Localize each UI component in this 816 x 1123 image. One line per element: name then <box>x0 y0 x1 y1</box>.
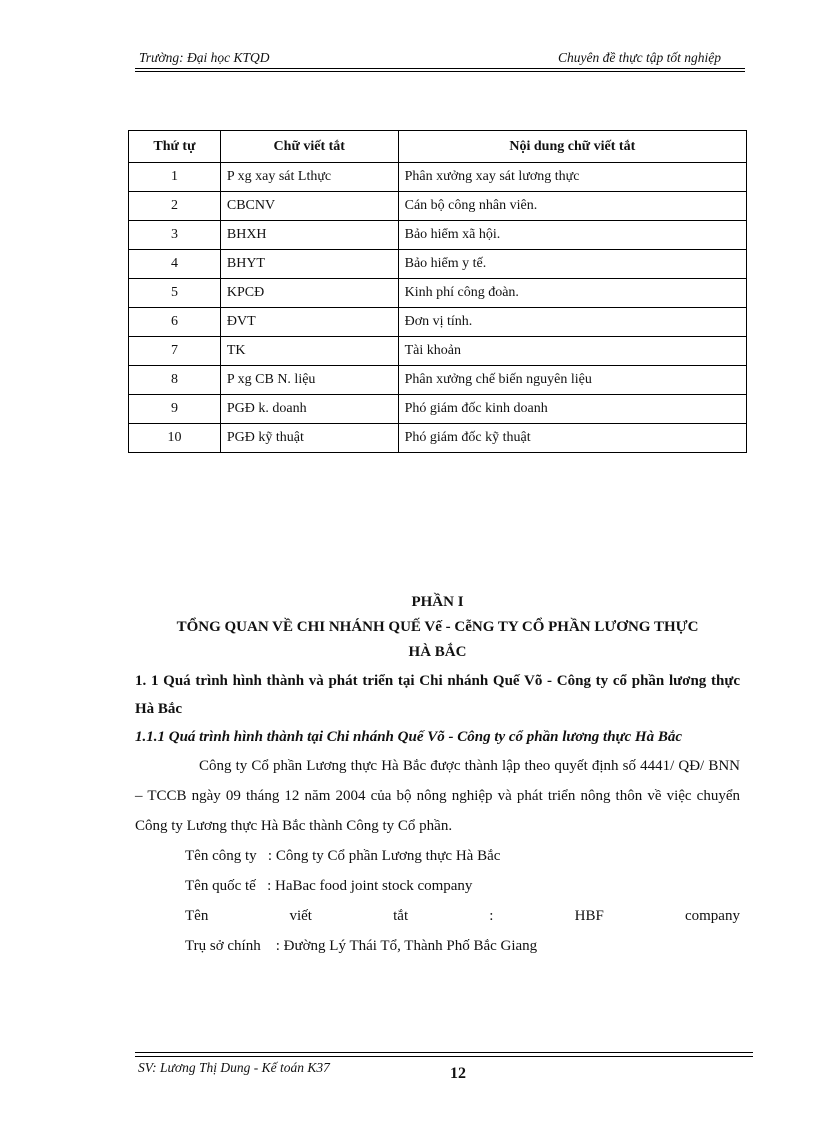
section-title: TỔNG QUAN VỀ CHI NHÁNH QUẾ Vế - CễNG TY CỔ PHẦN LƯƠNG THỰC <box>176 619 699 635</box>
page-number: 12 <box>450 1065 466 1082</box>
cell-abbr: CBCNV <box>220 192 398 221</box>
cell-meaning: Phân xưởng xay sát lương thực <box>398 163 746 192</box>
header-school: Trường: Đại học KTQD <box>139 50 270 65</box>
cell-meaning: Phân xưởng chế biến nguyên liệu <box>398 366 746 395</box>
cell-abbr: P xg CB N. liệu <box>220 366 398 395</box>
cell-order: 9 <box>129 395 221 424</box>
footer-rule-thin <box>135 1056 753 1057</box>
info-international-name <box>135 871 740 901</box>
cell-order: 10 <box>129 424 221 453</box>
header-rule <box>135 68 745 69</box>
column-header-abbr: Chữ viết tắt <box>220 131 398 163</box>
cell-abbr: PGĐ k. doanh <box>220 395 398 424</box>
word: : <box>489 908 494 924</box>
cell-order: 3 <box>129 221 221 250</box>
cell-meaning: Bảo hiểm y tế. <box>398 250 746 279</box>
word: viết <box>289 908 312 924</box>
page-header <box>135 48 745 68</box>
word: HBF <box>574 908 604 924</box>
cell-order: 8 <box>129 366 221 395</box>
cell-abbr: P xg xay sát Lthực <box>220 163 398 192</box>
cell-meaning: Bảo hiểm xã hội. <box>398 221 746 250</box>
cell-order: 4 <box>129 250 221 279</box>
part-label: PHẦN I <box>411 594 464 610</box>
cell-order: 2 <box>129 192 221 221</box>
heading-1-1-1: 1.1.1 Quá trình hình thành tại Chi nhánh Quế Võ - Công ty cổ phần lương thực Hà Bắc <box>135 729 683 745</box>
table-row <box>129 366 747 395</box>
info-label: Tên quốc tế <box>185 878 268 894</box>
cell-order: 7 <box>129 337 221 366</box>
word: tắt <box>393 908 409 924</box>
table-row <box>129 163 747 192</box>
cell-abbr: ĐVT <box>220 308 398 337</box>
cell-meaning: Phó giám đốc kinh doanh <box>398 395 746 424</box>
abbreviation-table <box>128 130 747 453</box>
cell-meaning: Phó giám đốc kỹ thuật <box>398 424 746 453</box>
cell-abbr: KPCĐ <box>220 279 398 308</box>
cell-order: 6 <box>129 308 221 337</box>
info-label: Tên công ty <box>185 848 268 864</box>
cell-abbr: BHYT <box>220 250 398 279</box>
cell-meaning: Tài khoản <box>398 337 746 366</box>
info-company-name <box>135 841 740 871</box>
info-label: Trụ sở chính <box>185 938 276 954</box>
column-header-meaning: Nội dung chữ viết tắt <box>398 131 746 163</box>
table-row <box>129 424 747 453</box>
table-header-row <box>129 131 747 163</box>
table-row <box>129 395 747 424</box>
cell-abbr: PGĐ kỹ thuật <box>220 424 398 453</box>
table-row <box>129 337 747 366</box>
table-row <box>129 308 747 337</box>
cell-abbr: BHXH <box>220 221 398 250</box>
cell-order: 5 <box>129 279 221 308</box>
column-header-order: Thứ tự <box>129 131 221 163</box>
section-title-line2: HÀ BẮC <box>408 644 467 660</box>
table-row <box>129 250 747 279</box>
word: company <box>684 908 740 924</box>
info-value: : Công ty Cổ phần Lương thực Hà Bắc <box>267 848 501 864</box>
table-row <box>129 279 747 308</box>
header-report-title: Chuyên đề thực tập tốt nghiệp <box>558 50 721 65</box>
word: Tên <box>185 908 209 924</box>
info-value: : HaBac food joint stock company <box>267 878 473 894</box>
main-content <box>135 590 740 961</box>
info-short-name <box>135 901 740 931</box>
cell-abbr: TK <box>220 337 398 366</box>
cell-order: 1 <box>129 163 221 192</box>
heading-1-1: 1. 1 Quá trình hình thành và phát triển tại Chi nhánh Quế Võ - Công ty cổ phần lương thực Hà Bắc <box>135 673 740 717</box>
cell-meaning: Cán bộ công nhân viên. <box>398 192 746 221</box>
info-value: : Đường Lý Thái Tổ, Thành Phố Bắc Giang <box>275 938 538 954</box>
table-row <box>129 221 747 250</box>
footer-rule <box>135 1052 753 1053</box>
cell-meaning: Kinh phí công đoàn. <box>398 279 746 308</box>
table-row <box>129 192 747 221</box>
cell-meaning: Đơn vị tính. <box>398 308 746 337</box>
header-rule-thin <box>135 71 745 72</box>
body-paragraph: Công ty Cổ phần Lương thực Hà Bắc được thành lập theo quyết định số 4441/ QĐ/ BNN – TCCB ngày 09 tháng 12 năm 2004 của bộ nông nghiệp và phát triển nông thôn về việc chuyển Công ty Lương thực Hà Bắc thành Công ty Cổ phần. <box>135 758 740 834</box>
footer-author: SV: Lương Thị Dung - Kế toán K37 <box>138 1060 330 1075</box>
info-head-office <box>135 931 740 961</box>
